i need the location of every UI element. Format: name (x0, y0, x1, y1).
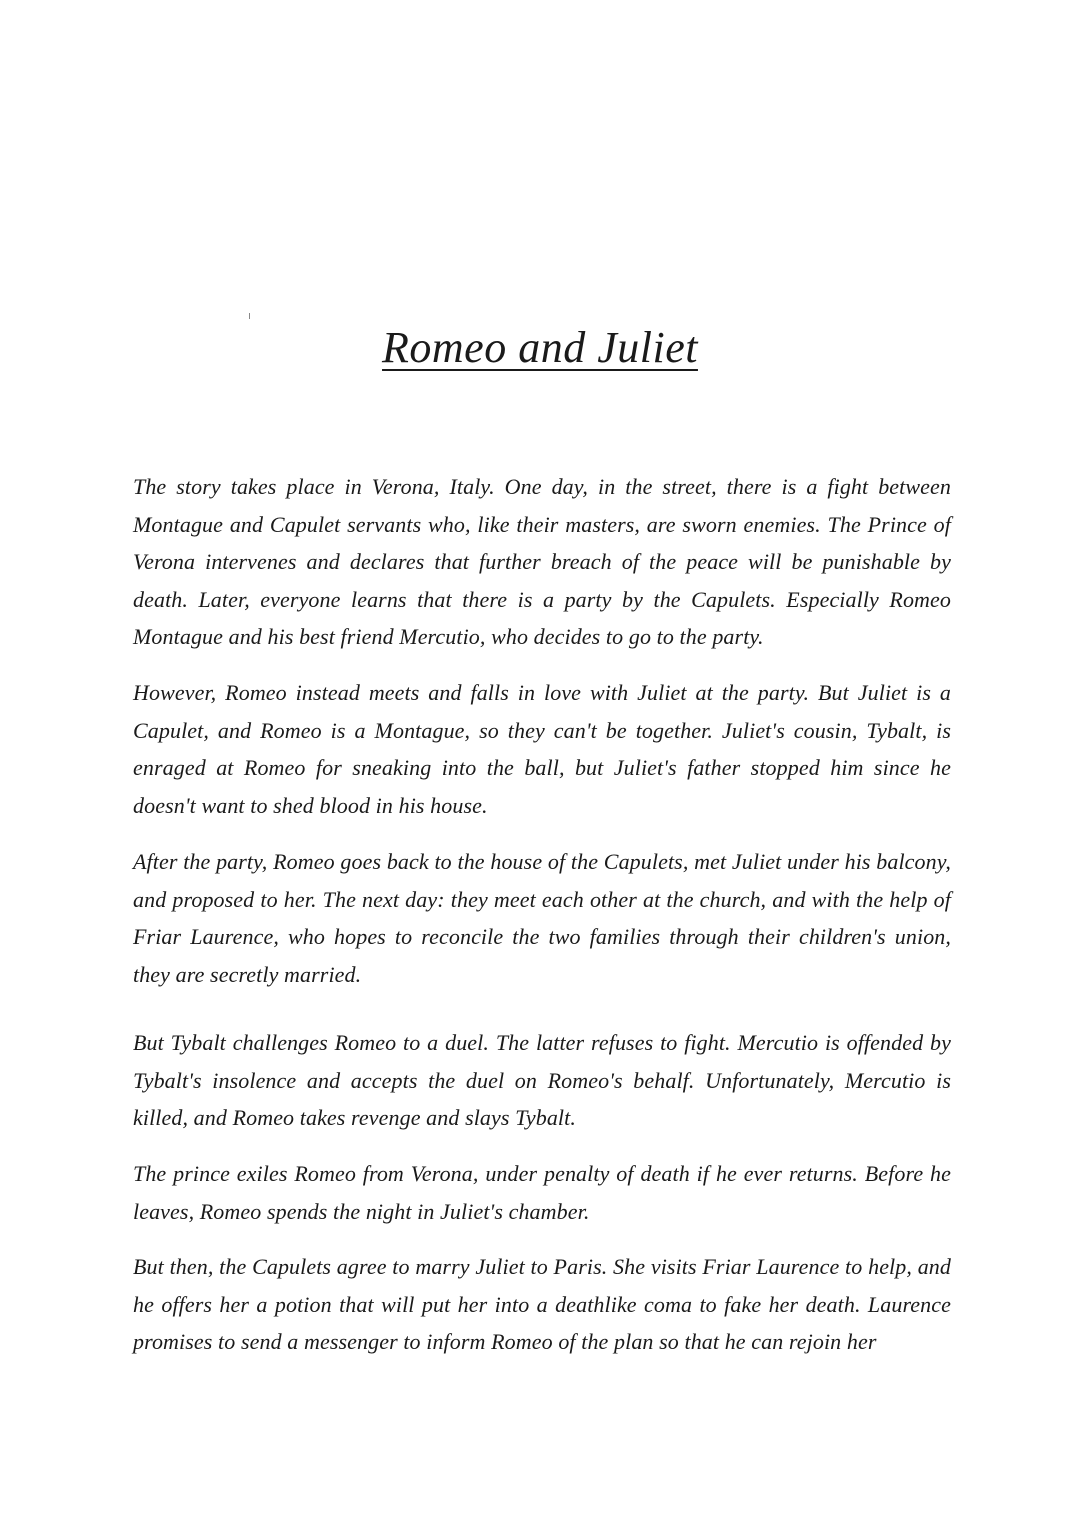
paragraph-3: After the party, Romeo goes back to the house of the Capulets, met Juliet under his balcony, and proposed to her. The next day: they meet each other at the church, and with the help of Friar Laurence, who hopes to reconcile the two families through their children's union, they are secretly married. (133, 849, 951, 987)
margin-mark (249, 313, 250, 319)
paragraph-5: The prince exiles Romeo from Verona, under penalty of death if he ever returns. Before he leaves, Romeo spends the night in Juliet's chamber. (133, 1161, 951, 1224)
paragraph-2: However, Romeo instead meets and falls in love with Juliet at the party. But Juliet is a Capulet, and Romeo is a Montague, so they can't be together. Juliet's cousin, Tybalt, is enraged at Romeo for sneaking into the ball, but Juliet's father stopped him since he doesn't want to shed blood in his house. (133, 680, 951, 818)
page-title (0, 322, 1080, 374)
page-title-text: Romeo and Juliet (382, 323, 698, 372)
paragraph-1: The story takes place in Verona, Italy. One day, in the street, there is a fight between Montague and Capulet servants who, like their masters, are sworn enemies. The Prince of Verona intervenes and declares that further breach of the peace will be punishable by death. Later, everyone learns that there is a party by the Capulets. Especially Romeo Montague and his best friend Mercutio, who decides to go to the party. (133, 474, 951, 649)
paragraph-6: But then, the Capulets agree to marry Juliet to Paris. She visits Friar Laurence to help, and he offers her a potion that will put her into a deathlike coma to fake her death. Laurence promises to send a messenger to inform Romeo of the plan so that he can rejoin her (133, 1254, 951, 1354)
paragraph-4: But Tybalt challenges Romeo to a duel. The latter refuses to fight. Mercutio is offended by Tybalt's insolence and accepts the duel on Romeo's behalf. Unfortunately, Mercutio is killed, and Romeo takes revenge and slays Tybalt. (133, 1030, 951, 1130)
